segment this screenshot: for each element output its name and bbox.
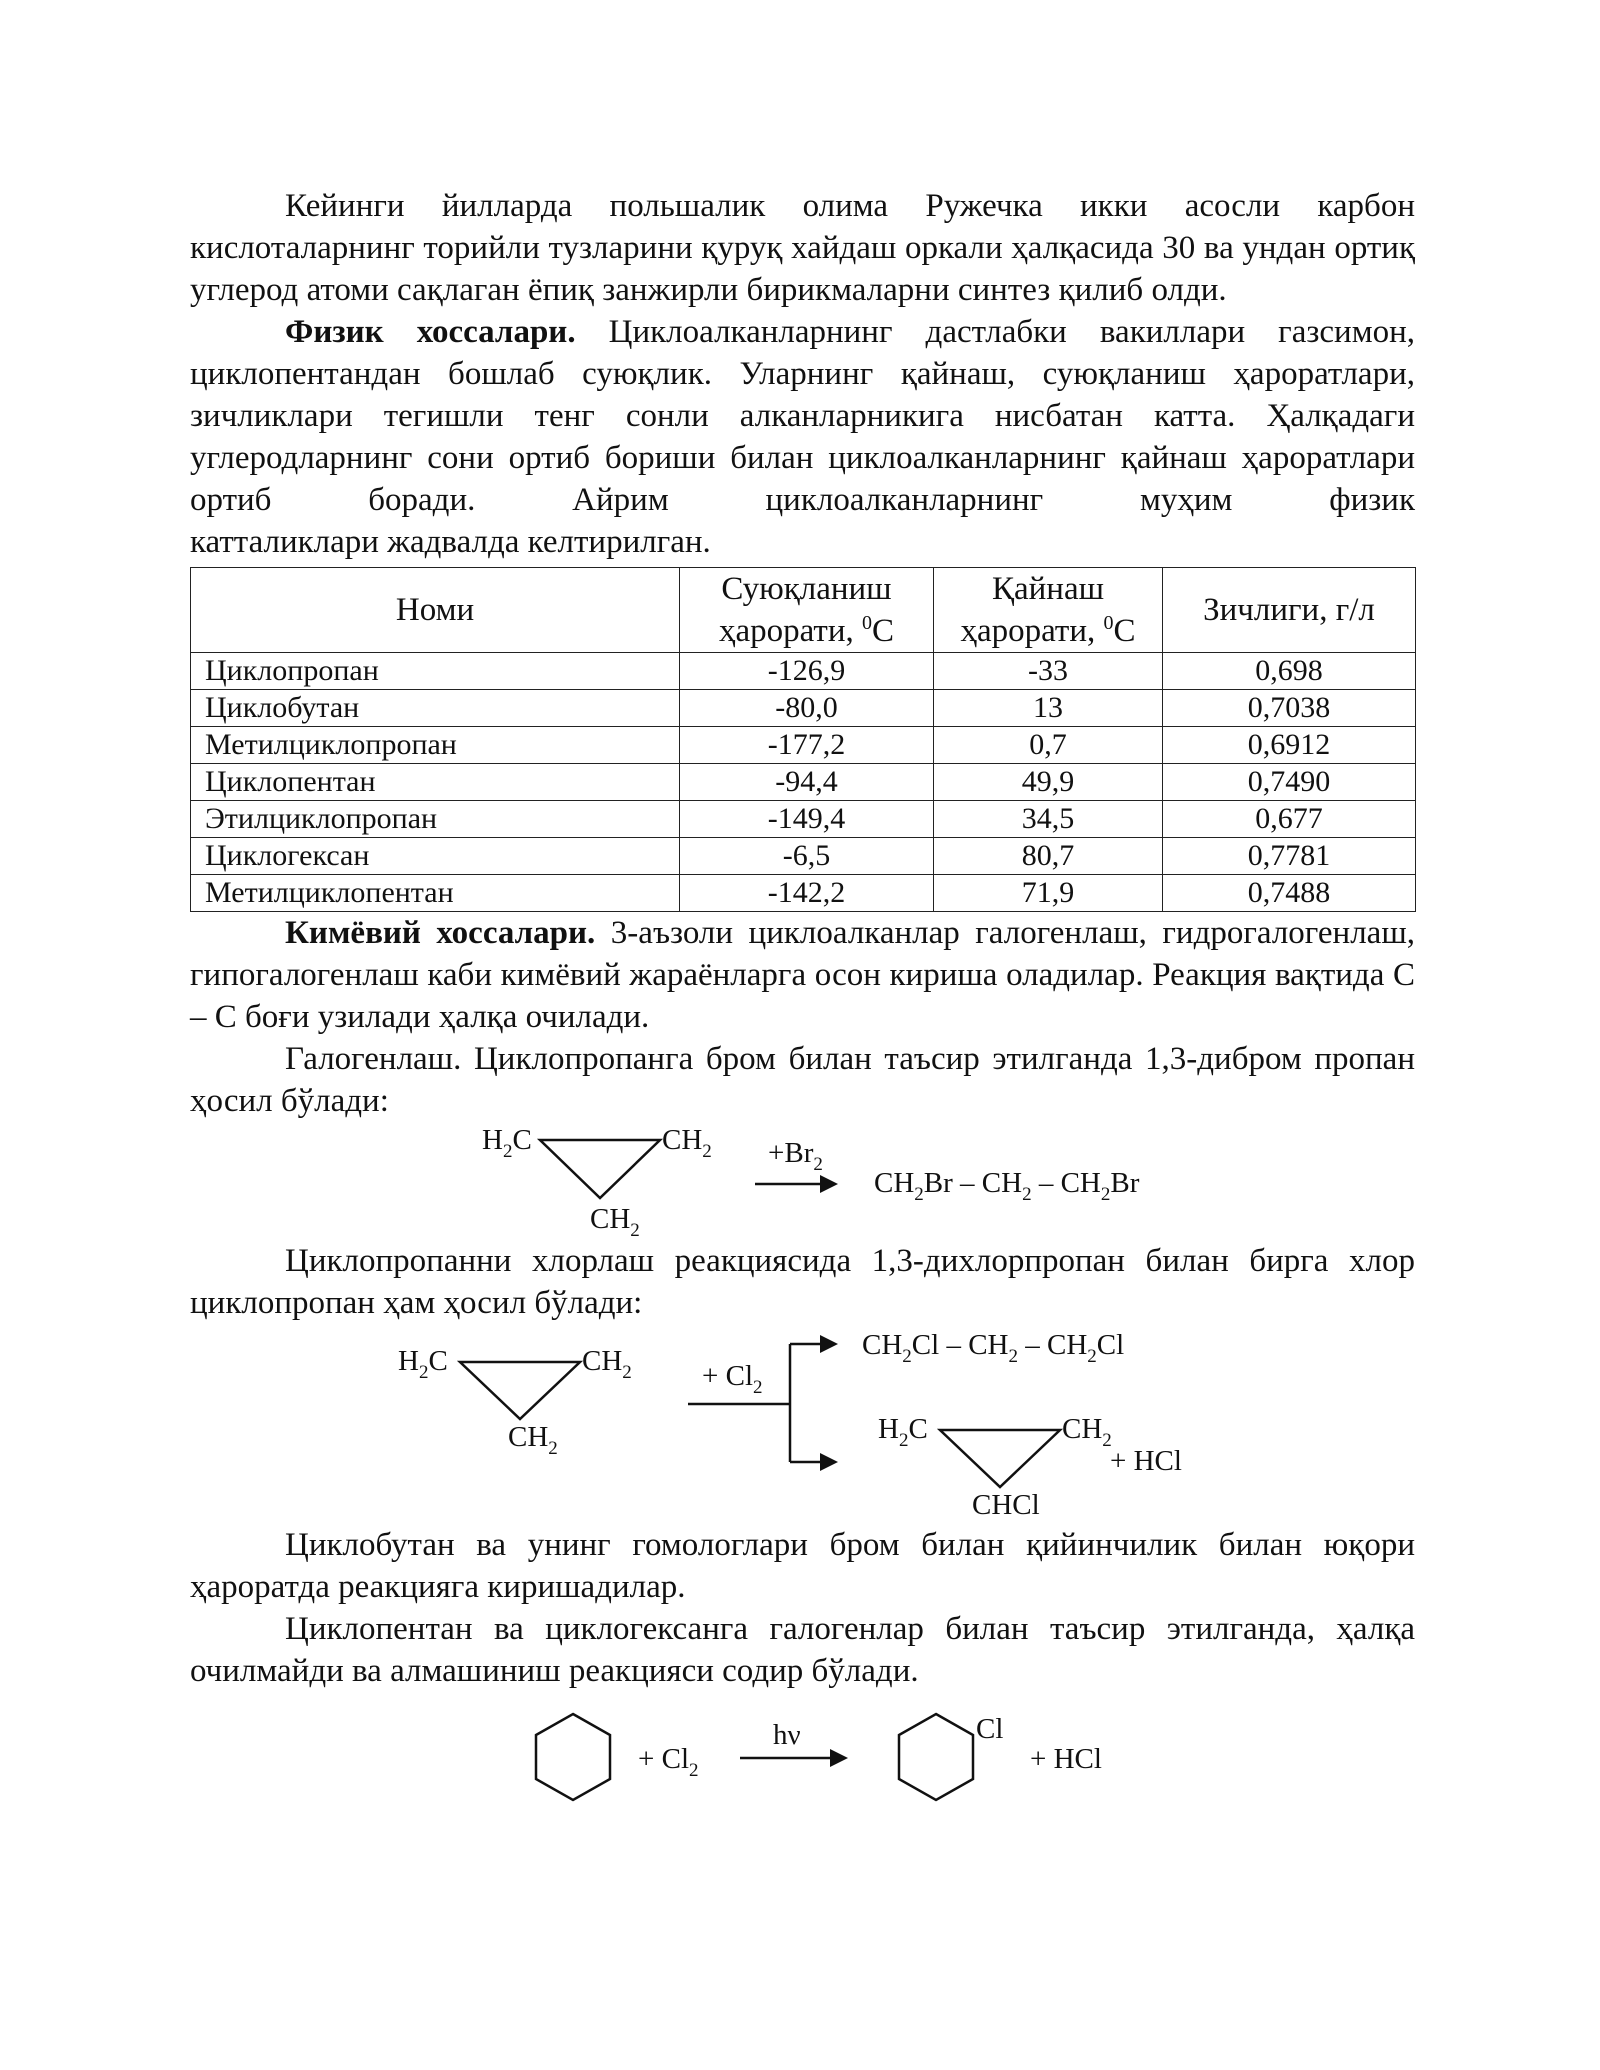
product-dibromopropane: $CH_2Br - CH_2 - CH_2Br$ xyxy=(874,1167,1140,1205)
arrow-head-top xyxy=(820,1335,838,1353)
paragraph-physical-properties-end xyxy=(190,521,1415,563)
paragraph-cyclopentane xyxy=(190,1608,1415,1692)
substituent-cl: Cl xyxy=(976,1713,1004,1745)
chlorocyclohexane-ring xyxy=(899,1714,973,1800)
bromination-scheme xyxy=(190,1122,1415,1240)
reagent-br2: $+Br_2$ xyxy=(768,1137,823,1175)
paragraph-ruzicka-text: Кейинги йилларда польшалик олима Ружечка икки асосли карбон кислоталарнинг торийли тузларини қуруқ хайдаш оркали ҳалқасида 30 ва ундан ортиқ углерод атоми сақлаган ёпиқ занжирли бирикмаларни синтез қилиб олди. xyxy=(190,188,1415,308)
cyclopropane-ring xyxy=(540,1140,660,1198)
header-boiling: Қайнаш ҳарорати, $^0$С xyxy=(934,568,1163,653)
cyclobutane-text: Циклобутан ва унинг гомологлари бром билан қийинчилик билан юқори ҳароратда реакцияга киришадилар. xyxy=(190,1527,1415,1605)
table-row: Этилциклопропан -149,4 34,5 0,677 xyxy=(191,801,1416,838)
paragraph-halogenation xyxy=(190,1038,1415,1122)
paragraph-chlorination xyxy=(190,1240,1415,1324)
table-header-row xyxy=(191,568,1416,653)
header-melting: Суюқланиш ҳарорати, $^0$С xyxy=(680,568,934,653)
table-row: Циклопентан -94,4 49,9 0,7490 xyxy=(191,764,1416,801)
table-row: Циклобутан -80,0 13 0,7038 xyxy=(191,690,1416,727)
paragraph-ruzicka xyxy=(190,185,1415,311)
header-density: Зичлиги, г/л xyxy=(1163,568,1416,653)
paragraph-chemical-properties xyxy=(190,912,1415,1038)
document-page xyxy=(190,185,1415,1828)
label-ch2-bottom: $CH_2$ xyxy=(508,1421,558,1459)
arrow-head xyxy=(830,1749,848,1767)
paragraph-physical-properties xyxy=(190,311,1415,521)
table-row: Циклопропан -126,9 -33 0,698 xyxy=(191,653,1416,690)
header-name: Номи xyxy=(191,568,680,653)
chlorination-scheme xyxy=(190,1324,1415,1524)
chlorocyclopropane-ring xyxy=(940,1430,1060,1487)
label-ch2-bottom: $CH_2$ xyxy=(590,1203,640,1240)
product-dichloropropane: $CH_2Cl - CH_2 - CH_2Cl$ xyxy=(862,1329,1125,1367)
arrow-head-bottom xyxy=(820,1453,838,1471)
cyclohexane-chlorination-scheme xyxy=(190,1698,1415,1828)
label-chcl: CHCl xyxy=(972,1489,1040,1521)
table-row: Метилциклопентан -142,2 71,9 0,7488 xyxy=(191,875,1416,912)
heading-chemical-properties: Кимёвий хоссалари. xyxy=(285,915,596,951)
reagent-cl2: + $Cl_2$ xyxy=(702,1360,763,1398)
properties-table xyxy=(190,567,1416,912)
cyclohexane-ring xyxy=(536,1714,610,1800)
physical-properties-end-text: катталиклари жадвалда келтирилган. xyxy=(190,524,711,560)
chemical-properties-text: 3-аъзоли циклоалканлар галогенлаш, гидрогалогенлаш, гипогалогенлаш каби кимёвий жараёнларга осон кириша оладилар. Реакция вақтида С – С боғи узилади ҳалқа очилади. xyxy=(190,915,1415,1035)
byproduct-hcl: + HCl xyxy=(1110,1445,1182,1477)
physical-properties-text: Циклоалканларнинг дастлабки вакиллари газсимон, циклопентандан бошлаб суюқлик. Уларнинг қайнаш, суюқланиш ҳароратлари, зичликлари тегишли тенг сонли алканларникига нисбатан катта. Ҳалқадаги углеродларнинг сони ортиб бориши билан циклоалканларнинг қайнаш ҳароратлари ортиб боради. Айрим циклоалканларнинг муҳим физик xyxy=(190,314,1415,518)
label-ch2-product: $CH_2$ xyxy=(1062,1413,1112,1451)
table-row: Циклогексан -6,5 80,7 0,7781 xyxy=(191,838,1416,875)
heading-physical-properties: Физик хоссалари. xyxy=(285,314,576,350)
label-ch2-right: $CH_2$ xyxy=(662,1124,712,1162)
arrow-head xyxy=(820,1175,838,1193)
label-h2c: $H_2C$ xyxy=(398,1345,448,1383)
label-h2c: $H_2C$ xyxy=(482,1124,532,1162)
halogenation-text: Галогенлаш. Циклопропанга бром билан таъсир этилганда 1,3-дибром пропан ҳосил бўлади: xyxy=(190,1041,1415,1119)
label-ch2-right: $CH_2$ xyxy=(582,1345,632,1383)
table-row: Метилциклопропан -177,2 0,7 0,6912 xyxy=(191,727,1416,764)
paragraph-cyclobutane xyxy=(190,1524,1415,1608)
chlorination-text: Циклопропанни хлорлаш реакциясида 1,3-дихлорпропан билан бирга хлор циклопропан ҳам ҳосил бўлади: xyxy=(190,1243,1415,1321)
condition-hv: hν xyxy=(773,1719,801,1751)
cyclopentane-text: Циклопентан ва циклогексанга галогенлар билан таъсир этилганда, ҳалқа очилмайди ва алмашиниш реакцияси содир бўлади. xyxy=(190,1611,1415,1689)
reagent-cl2: + $Cl_2$ xyxy=(638,1743,699,1781)
byproduct-hcl: + HCl xyxy=(1030,1743,1102,1775)
cyclopropane-ring xyxy=(460,1362,580,1419)
label-h2c-product: $H_2C$ xyxy=(878,1413,928,1451)
